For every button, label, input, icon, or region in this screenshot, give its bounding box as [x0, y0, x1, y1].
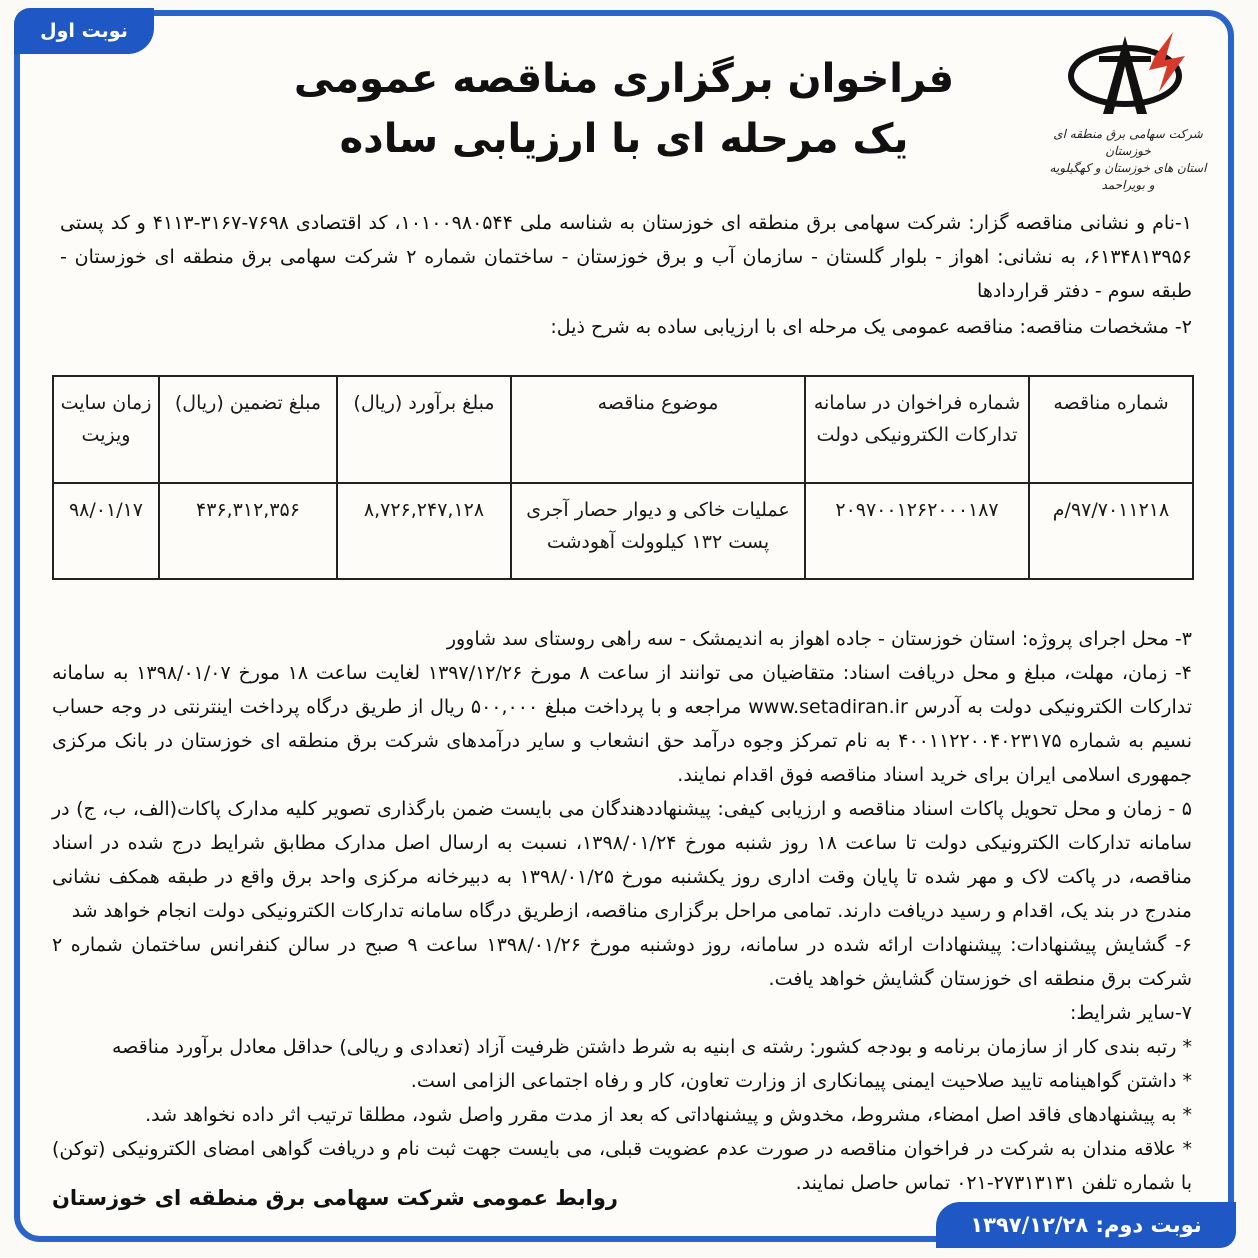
header-guarantee: مبلغ تضمین (ریال) — [159, 376, 337, 483]
cell-estimate: ۸,۷۲۶,۲۴۷,۱۲۸ — [337, 483, 511, 579]
section-other-terms-title: ۷-سایر شرایط: — [1069, 1002, 1192, 1024]
list-item: * علاقه مندان به شرکت در فراخوان مناقصه در صورت عدم عضویت قبلی، می بایست جهت ثبت نام و دریافت گواهی امضای الکترونیکی (توکن) با شماره تلفن ۲۷۳۱۳۱۳۱-۰۲۱ تماس حاصل نمایند. — [52, 1138, 1192, 1194]
logo-provinces: استان های خوزستان و کهگیلویه و بویراحمد — [1049, 161, 1207, 192]
list-item: * رتبه بندی کار از سازمان برنامه و بودجه کشور: رشته ی ابنیه به شرط داشتن ظرفیت آزاد (تعدادی و ریالی) حداقل معادل برآورد مناقصه — [111, 1036, 1192, 1058]
section-tender-organizer: ۱-نام و نشانی مناقصه گزار: شرکت سهامی برق منطقه ای خوزستان به شناسه ملی ۱۰۱۰۰۹۸۰۵۴۴، کد اقتصادی ۷۶۹۸-۳۱۶۷-۴۱۱۳ و کد پستی ۶۱۳۴۸۱۳۹۵۶، به نشانی: اهواز - بلوار گلستان - سازمان آب و برق خوزستان - ساختمان شماره ۲ شرکت سهامی برق منطقه ای خوزستان - طبقه سوم - دفتر قراردادها — [60, 212, 1192, 302]
tender-table — [52, 375, 1194, 580]
logo-company-name: شرکت سهامی برق منطقه ای خوزستان — [1053, 127, 1203, 158]
power-tower-icon — [1063, 26, 1193, 122]
section-project-location: ۳- محل اجرای پروژه: استان خوزستان - جاده اهواز به اندیمشک - سه راهی روستای سد شاوور — [446, 628, 1192, 650]
table-row — [53, 483, 1193, 579]
company-logo — [1048, 26, 1208, 192]
header-call-number: شماره فراخوان در سامانه تدارکات الکترونیکی دولت — [805, 376, 1029, 483]
public-relations-signature: روابط عمومی شرکت سهامی برق منطقه ای خوزستان — [52, 1186, 619, 1210]
page-title: فراخوان برگزاری مناقصه عمومی — [293, 56, 955, 102]
list-item: * داشتن گواهینامه تایید صلاحیت ایمنی پیمانکاری از وزارت تعاون، کار و رفاه اجتماعی الزامی است. — [410, 1070, 1192, 1092]
cell-site-visit: ۹۸/۰۱/۱۷ — [53, 483, 159, 579]
section-document-receipt: ۴- زمان، مهلت، مبلغ و محل دریافت اسناد: متقاضیان می توانند از ساعت ۸ مورخ ۱۳۹۷/۱۲/۲۶ لغایت ساعت ۱۸ مورخ ۱۳۹۸/۰۱/۰۷ به سامانه تدارکات الکترونیکی دولت به آدرس www.setadiran.ir مراجعه و با پرداخت مبلغ ۵۰۰,۰۰۰ ریال از طریق درگاه پرداخت اینترنتی در وجه حساب نسیم به شماره ۴۰۰۱۱۲۲۰۰۴۰۲۳۱۷۵ به نام تمرکز وجوه درآمد حق انشعاب و سایر درآمدهای شرکت برق منطقه ای خوزستان در بانک مرکزی جمهوری اسلامی ایران برای خرید اسناد مناقصه فوق اقدام نمایند. — [52, 662, 1192, 786]
cell-subject: عملیات خاکی و دیوار حصار آجری پست ۱۳۲ کیلوولت آهودشت — [511, 483, 805, 579]
second-publication-badge: نوبت دوم: ۱۳۹۷/۱۲/۲۸ — [936, 1202, 1236, 1248]
cell-guarantee: ۴۳۶,۳۱۲,۳۵۶ — [159, 483, 337, 579]
header-estimate: مبلغ برآورد (ریال) — [337, 376, 511, 483]
section-bid-opening: ۶- گشایش پیشنهادات: پیشنهادات ارائه شده در سامانه، روز دوشنبه مورخ ۱۳۹۸/۰۱/۲۶ ساعت ۹ صبح در سالن کنفرانس ساختمان شماره ۲ شرکت برق منطقه ای خوزستان گشایش خواهد یافت. — [52, 934, 1192, 990]
cell-call-number: ۲۰۹۷۰۰۱۲۶۲۰۰۰۱۸۷ — [805, 483, 1029, 579]
cell-tender-number: ۹۷/۷۰۱۱۲۱۸/م — [1029, 483, 1193, 579]
conditions-block — [52, 622, 1192, 1200]
header-tender-number: شماره مناقصه — [1029, 376, 1193, 483]
header-subject: موضوع مناقصه — [511, 376, 805, 483]
table-header-row — [53, 376, 1193, 483]
section-envelope-delivery: ۵ - زمان و محل تحویل پاکات اسناد مناقصه و ارزیابی کیفی: پیشنهاددهندگان می بایست ضمن بارگذاری تصویر کلیه مدارک پاکات(الف، ب، ج) در سامانه تدارکات الکترونیکی دولت تا ساعت ۱۸ روز شنبه مورخ ۱۳۹۸/۰۱/۲۴، نسبت به ارسال اصل مدارک مطابق شرایط درج شده در اسناد مناقصه، در پاکت لاک و مهر شده تا پایان وقت اداری روز یکشنبه مورخ ۱۳۹۸/۰۱/۲۵ به دبیرخانه مرکزی واحد برق واقع در طبقه همکف نشانی مندرج در بند یک، اقدام و رسید دریافت دارند. تمامی مراحل برگزاری مناقصه، ازطریق درگاه سامانه تدارکات الکترونیکی دولت انجام خواهد شد — [52, 798, 1192, 922]
section-tender-specs: ۲- مشخصات مناقصه: مناقصه عمومی یک مرحله ای با ارزیابی ساده به شرح ذیل: — [550, 316, 1192, 338]
page-subtitle: یک مرحله ای با ارزیابی ساده — [339, 116, 909, 162]
header-site-visit: زمان سایت ویزیت — [53, 376, 159, 483]
list-item: * به پیشنهادهای فاقد اصل امضاء، مشروط، مخدوش و پیشنهاداتی که بعد از مدت مقرر واصل شود، مطلقا ترتیب اثر داده نخواهد شد. — [145, 1104, 1192, 1126]
first-publication-badge: نوبت اول — [14, 8, 154, 54]
